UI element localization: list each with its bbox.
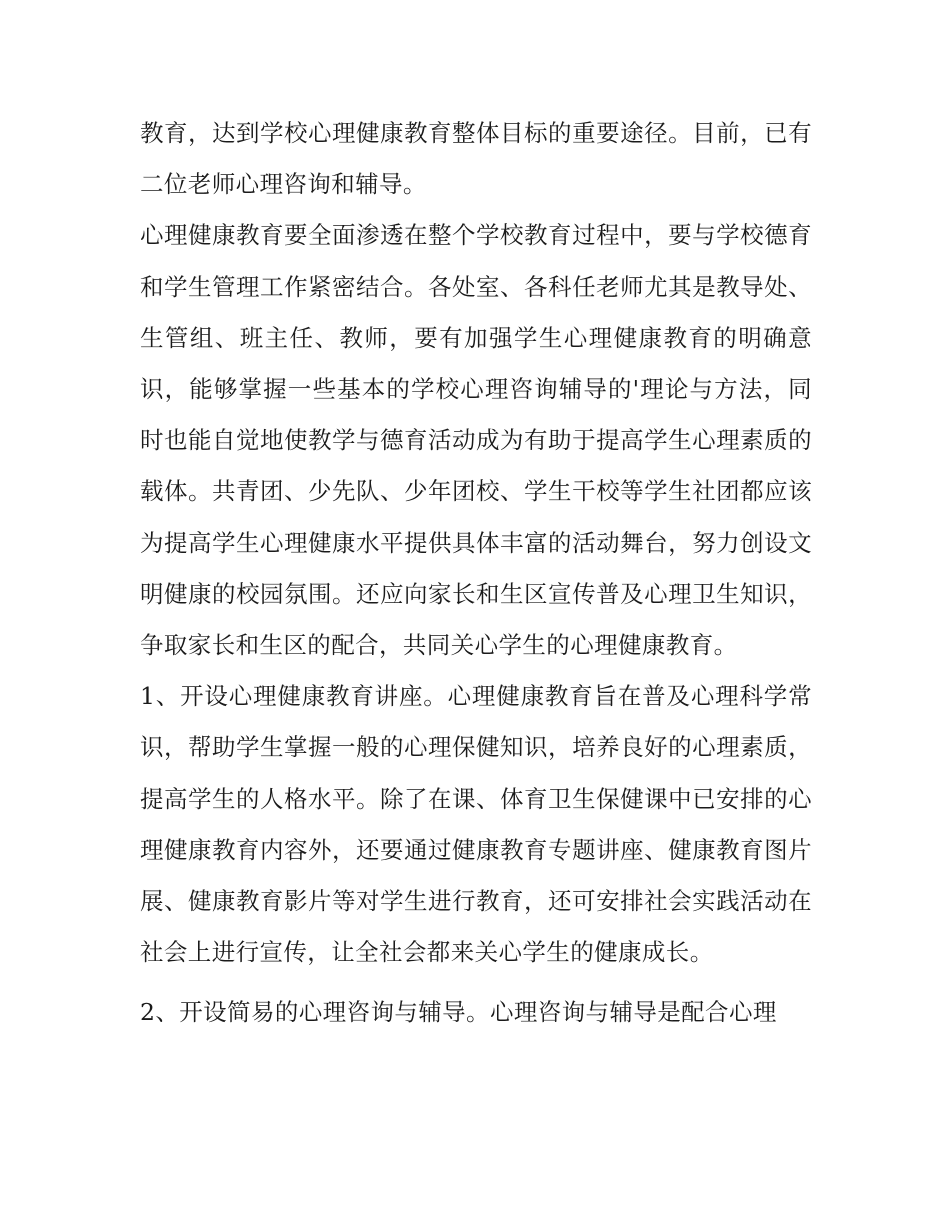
paragraph-item-2-counseling: 2、开设简易的心理咨询与辅导。心理咨询与辅导是配合心理 xyxy=(140,998,777,1027)
paragraph-item-1-lectures: 1、开设心理健康教育讲座。心理健康教育旨在普及心理科学常识，帮助学生掌握一般的心理保健知识，培养良好的心理素质，提高学生的人格水平。除了在课、体育卫生保健课中已安排的心理健康教育内容外，还要通过健康教育专题讲座、健康教育图片展、健康教育影片等对学生进行教育，还可安排社会实践活动在社会上进行宣传，让全社会都来关心学生的健康成长。 xyxy=(140,682,812,967)
document-body xyxy=(140,108,812,1039)
paragraph-intro-continuation: 教育，达到学校心理健康教育整体目标的重要途径。目前，已有二位老师心理咨询和辅导。 xyxy=(140,119,812,199)
paragraph-whole-school-integration: 心理健康教育要全面渗透在整个学校教育过程中，要与学校德育和学生管理工作紧密结合。各处室、各科任老师尤其是教导处、生管组、班主任、教师，要有加强学生心理健康教育的明确意识，能够掌握一些基本的学校心理咨询辅导的'理论与方法，同时也能自觉地使教学与德育活动成为有助于提高学生心理素质的载体。共青团、少先队、少年团校、学生干校等学生社团都应该为提高学生心理健康水平提供具体丰富的活动舞台，努力创设文明健康的校园氛围。还应向家长和生区宣传普及心理卫生知识，争取家长和生区的配合，共同关心学生的心理健康教育。 xyxy=(140,221,812,660)
